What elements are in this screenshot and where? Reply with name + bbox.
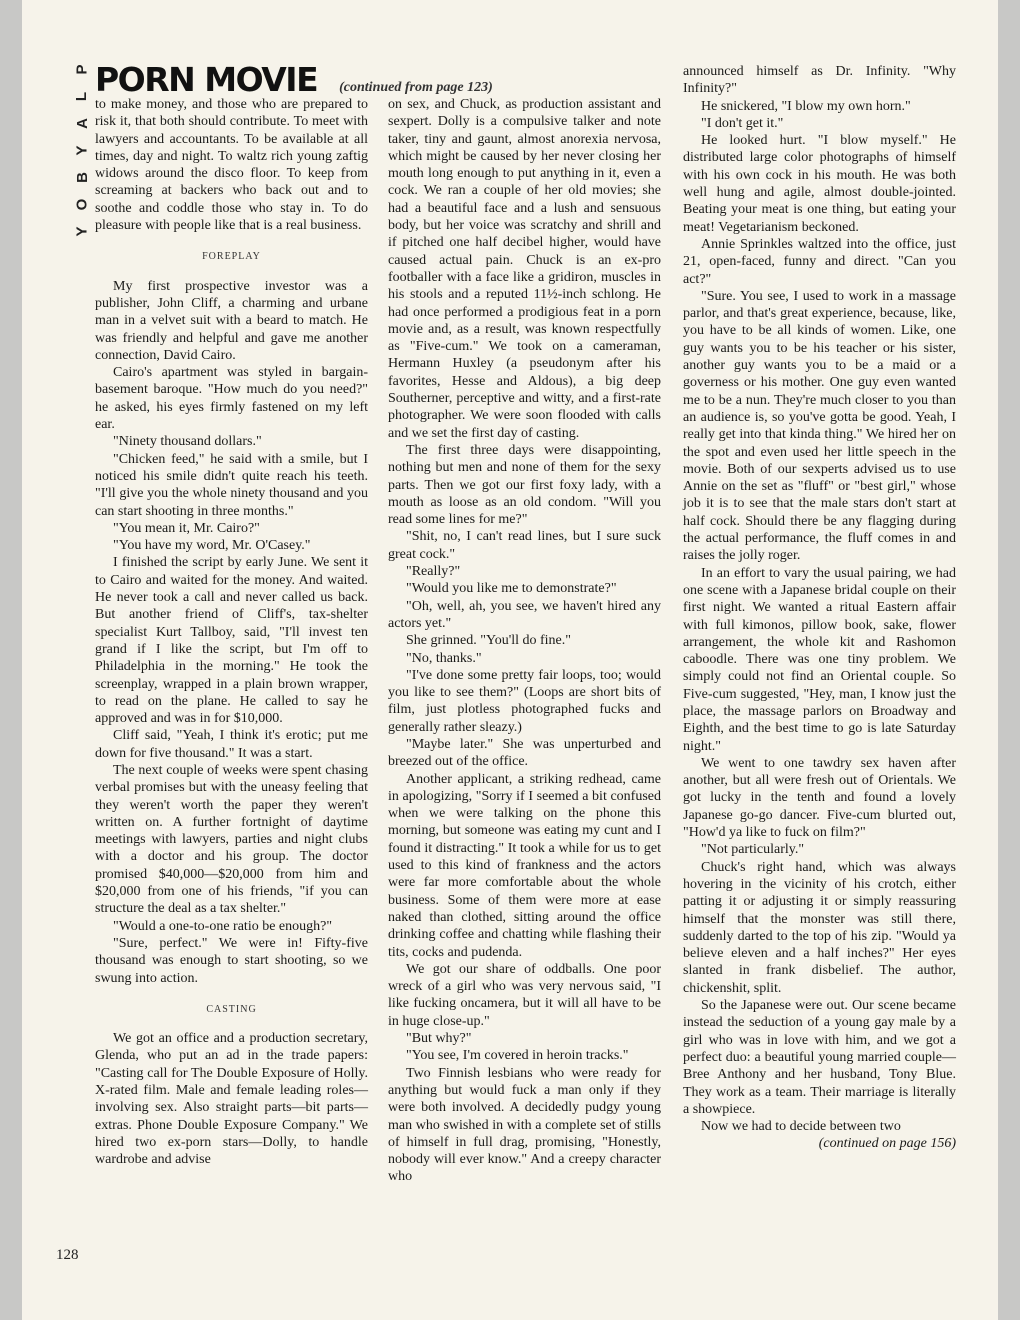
- paragraph: "You have my word, Mr. O'Casey.": [113, 538, 311, 554]
- paragraph: My first prospective investor was a publisher, John Cliff, a charming and urbane man in a velvet suit with a beard to match. He was friendly and helpful and gave me another connection, David Cairo.: [95, 278, 368, 363]
- paragraph: announced himself as Dr. Infinity. "Why Infinity?": [683, 64, 956, 97]
- text-column-2: [388, 96, 661, 1186]
- masthead-letter: A: [73, 118, 91, 129]
- paragraph: Cairo's apartment was styled in bargain-basement baroque. "How much do you need?" he asked, his eyes firmly fastened on my left ear.: [95, 365, 368, 433]
- paragraph: "I've done some pretty fair loops, too; would you like to see them?" (Loops are short bits of film, just plotless photographed fucks and generally rather sleazy.): [388, 667, 661, 735]
- paragraph: on sex, and Chuck, as production assistant and sexpert. Dolly is a compulsive talker and note taker, tiny and gaunt, almost anorexia nervosa, which might be caused by her never closing her mouth long enough to put anything in it, even a cock. We ran a couple of her old movies; she had a beautiful face and a lush and sensuous body, but her voice was scratchy and shrill and if pitched one half decibel higher, would have caused actual pain. Chuck is an ex-pro footballer with a face like a gridiron, muscles in his stools and a reputed 11½-inch schlong. He had once performed a prodigious feat in a porn movie and, as a result, was known respectfully as "Five-cum." We took on a cameraman, Hermann Huxley (a pseudonym after his favorites, Hesse and Aldous), a big deep Southerner, perceptive and witty, and a first-rate photographer. We were soon flooded with calls and we set the first day of casting.: [388, 97, 661, 441]
- paragraph: "No, thanks.": [406, 650, 482, 666]
- paragraph: Annie Sprinkles waltzed into the office, just 21, open-faced, funny and direct. "Can you act?": [683, 236, 956, 287]
- paragraph: "You see, I'm covered in heroin tracks.": [406, 1048, 629, 1064]
- text-column-1: [95, 96, 368, 1169]
- text-column-3: [683, 63, 956, 1153]
- paragraph: "Sure. You see, I used to work in a massage parlor, and that's great experience, because, like, you have to be all kinds of women. Like, one guy wants you to be his teacher or his sister, another guy wants you to be a maid or a governess or his mother. One guy even wanted me to be a nun. They're much closer to you than an audience is, so you've gotta be good. Yeah, I really get into that kinda thing." We hired her on the spot and even used her little speech in the movie. Both of our sexperts advised us to use Annie on the set as "fluff" or "best girl," whose job it is to see that the male stars don't start at half cock. Should there be any flagging during the actual performance, the fluff comes in and raises the jolly roger.: [683, 288, 956, 564]
- paragraph: We got our share of oddballs. One poor wreck of a girl who was very nervous said, "I like fucking oncamera, but it will all have to be in huge close-up.": [388, 961, 661, 1029]
- paragraph: to make money, and those who are prepared to risk it, that both should contribute. To meet with lawyers and accountants. To be available at all times, day and night. To waltz rich young zaftig widows around the disco floor. To keep from screaming at backers who back out and to soothe and coddle those who stay in. To do pleasure with people like that is a real business.: [95, 97, 368, 234]
- paragraph: "Not particularly.": [701, 842, 805, 858]
- paragraph: He looked hurt. "I blow myself." He distributed large color photographs of himself with his own cock in his mouth. He was both well hung and agile, almost double-jointed. Beating your meat is one thing, but eating your meat! Vegetarianism beckoned.: [683, 133, 956, 235]
- masthead-letter: L: [73, 91, 91, 102]
- paragraph: The next couple of weeks were spent chasing verbal promises but with the uneasy feeling that they weren't worth the paper they weren't written on. A further fortnight of daytime meetings with lawyers, parties and night clubs with a doctor and his group. The doctor promised $40,000—$20,000 from him and $20,000 from one of his friends, "if you can structure the deal as a tax shelter.": [95, 762, 368, 917]
- paragraph: We went to one tawdry sex haven after another, but all were fresh out of Orientals. We got lucky in the tenth and found a lovely Japanese go-go dancer. Five-cum blurted out, "How'd ya like to fuck on film?": [683, 755, 956, 841]
- masthead-letter: P: [73, 64, 91, 75]
- paragraph: "Would you like me to demonstrate?": [406, 581, 617, 597]
- paragraph: We got an office and a production secretary, Glenda, who put an ad in the trade papers: "Casting call for The Double Exposure of Holly. X-rated film. Male and female leading roles—involving sex. Also straight parts—bit parts—extras. Phone Double Exposure Company." We hired two ex-porn stars—Dolly, to handle wardrobe and advise: [95, 1031, 368, 1168]
- paragraph: "Really?": [406, 564, 461, 580]
- magazine-page: [22, 0, 998, 1320]
- paragraph: Two Finnish lesbians who were ready for anything but would fuck a man only if they were both involved. A decidedly pudgy young man who swished in with a complete set of stills of himself in full drag, promising, "Honestly, nobody will ever know." And a creepy character who: [388, 1065, 661, 1185]
- continued-from-note: (continued from page 123): [339, 80, 493, 95]
- title-row: [95, 60, 493, 98]
- paragraph: She grinned. "You'll do fine.": [406, 633, 571, 649]
- page-number: 128: [56, 1247, 79, 1263]
- paragraph: "Chicken feed," he said with a smile, but I noticed his smile didn't quite reach his teeth. "I'll give you the whole ninety thousand and you can start shooting in three months.": [95, 451, 368, 519]
- paragraph: Now we had to decide between two: [701, 1119, 901, 1135]
- masthead-letter: B: [73, 172, 91, 183]
- paragraph: He snickered, "I blow my own horn.": [701, 98, 911, 114]
- paragraph: The first three days were disappointing, nothing but men and none of them for the sexy parts. Then we got our first foxy lady, with a mouth as loose as an old condom. "Will you read some lines for me?": [388, 442, 661, 528]
- section-heading: FOREPLAY: [202, 251, 261, 263]
- masthead-letter: Y: [73, 226, 91, 237]
- paragraph: "Shit, no, I can't read lines, but I sure suck great cock.": [388, 529, 661, 562]
- paragraph: "But why?": [406, 1031, 472, 1047]
- section-heading: CASTING: [206, 1003, 257, 1015]
- paragraph: Cliff said, "Yeah, I think it's erotic; put me down for five thousand." It was a start.: [95, 728, 368, 761]
- article-title: PORN MOVIE: [95, 60, 318, 99]
- masthead-letter: O: [73, 198, 91, 211]
- paragraph: I finished the script by early June. We sent it to Cairo and waited for the money. And waited. He never took a call and never called us back. But another friend of Cliff's, tax-shelter specialist Kurt Tallboy, said, "I'll invest ten grand if I like the script, but I'm off to Philadelphia in the morning." He took the screenplay, wrapped in a plain brown wrapper, to read on the plane. He called to say he approved and was in for $10,000.: [95, 555, 368, 727]
- paragraph: "Ninety thousand dollars.": [113, 434, 262, 450]
- paragraph: "I don't get it.": [701, 115, 784, 131]
- paragraph: "You mean it, Mr. Cairo?": [113, 520, 260, 536]
- continued-on-note: (continued on page 156): [818, 1136, 956, 1152]
- paragraph: "Sure, perfect." We were in! Fifty-five thousand was enough to start shooting, so we swung into action.: [95, 935, 368, 986]
- paragraph: In an effort to vary the usual pairing, we had one scene with a Japanese bridal couple on their first night. We wanted a ritual Eastern affair with full kimonos, pillow book, sake, flower arrangement, the whole kit and Rashomon caboodle. There was one tiny problem. We simply could not find an Oriental couple. So Five-cum suggested, "Hey, man, I know just the place, the massage parlors on Broadway and Eighth, and the best time to go is late Saturday night.": [683, 565, 956, 754]
- masthead-vertical: [70, 62, 94, 239]
- paragraph: "Maybe later." She was unperturbed and breezed out of the office.: [388, 736, 661, 770]
- masthead-letter: Y: [73, 145, 91, 156]
- paragraph: So the Japanese were out. Our scene became instead the seduction of a young gay male by a girl who was in love with him, and we got a perfect duo: a beautiful young married couple—Bree Anthony and her husband, Tony Blue. They work as a team. Their marriage is literally a showpiece.: [683, 998, 956, 1117]
- paragraph: "Would a one-to-one ratio be enough?": [113, 918, 333, 934]
- paragraph: Another applicant, a striking redhead, came in apologizing, "Sorry if I seemed a bit confused when we were talking on the phone this morning, but someone was eating my cunt and I found it distracting." It took a while for us to get used to this kind of frankness and the actors were far more comfortable about the whole business. Some of them were more at ease naked than clothed, sitting around the office drinking coffee and chatting while flashing their tits, cocks and pudenda.: [388, 771, 661, 960]
- paragraph: "Oh, well, ah, you see, we haven't hired any actors yet.": [388, 598, 661, 631]
- paragraph: Chuck's right hand, which was always hovering in the vicinity of his crotch, either patting it or adjusting it or simply reassuring himself that the monster was still there, suddenly darted to the top of his zip. "Would ya believe eleven and a half inches?" Her eyes slanted in frank disbelief. The author, chickenshit, split.: [683, 859, 956, 996]
